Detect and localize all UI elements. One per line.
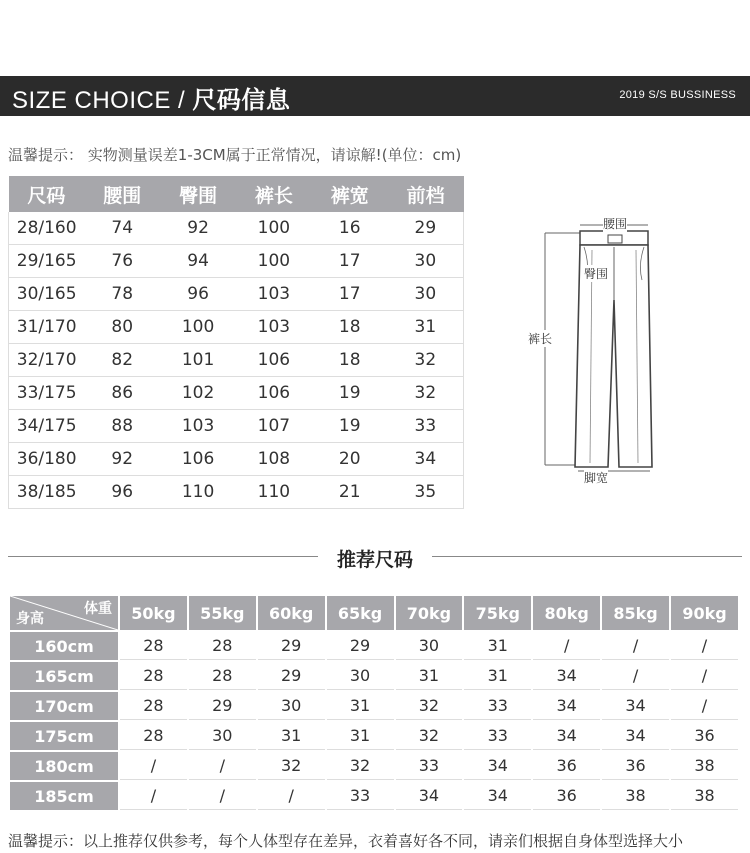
recommend-cell: / [120, 782, 187, 810]
size-cell: 86 [84, 377, 160, 410]
recommend-cell: 32 [258, 752, 325, 780]
size-row [9, 476, 464, 509]
size-cell: 96 [84, 476, 160, 509]
recommend-cell: / [258, 782, 325, 810]
size-cell: 34 [388, 443, 464, 476]
recommend-row [10, 692, 738, 720]
size-cell: 80 [84, 311, 160, 344]
size-cell: 110 [160, 476, 236, 509]
section-title: 推荐尺码 [336, 549, 413, 571]
size-cell: 19 [312, 410, 388, 443]
recommend-cell: 36 [533, 782, 600, 810]
size-row [9, 278, 464, 311]
size-row [9, 212, 464, 245]
recommend-cell: / [189, 782, 256, 810]
recommend-cell: 30 [189, 722, 256, 750]
weight-col-header: 50kg [120, 596, 187, 630]
recommend-cell: 30 [396, 632, 463, 660]
size-cell: 17 [312, 278, 388, 311]
recommend-cell: 31 [464, 662, 531, 690]
size-cell: 30 [388, 245, 464, 278]
size-cell: 30/165 [9, 278, 85, 311]
divider-left [8, 556, 318, 557]
recommend-cell: 33 [464, 692, 531, 720]
recommend-cell: / [120, 752, 187, 780]
recommend-header-row [10, 596, 738, 630]
recommend-row [10, 722, 738, 750]
size-col-header: 裤长 [236, 176, 312, 212]
size-cell: 33/175 [9, 377, 85, 410]
height-row-header: 185cm [10, 782, 118, 810]
recommend-cell: 36 [671, 722, 738, 750]
size-cell: 100 [236, 212, 312, 245]
recommend-cell: 30 [327, 662, 394, 690]
recommend-cell: 34 [533, 662, 600, 690]
size-table [8, 176, 464, 509]
title-separator: / [170, 87, 193, 114]
divider-right [432, 556, 742, 557]
weight-col-header: 80kg [533, 596, 600, 630]
size-cell: 74 [84, 212, 160, 245]
season-label: 2019 S/S BUSSINESS [619, 89, 736, 101]
size-cell: 16 [312, 212, 388, 245]
recommend-cell: 29 [327, 632, 394, 660]
recommend-cell: 33 [327, 782, 394, 810]
pants-illustration [520, 205, 700, 495]
size-cell: 29 [388, 212, 464, 245]
size-cell: 103 [160, 410, 236, 443]
recommend-cell: 31 [396, 662, 463, 690]
size-cell: 29/165 [9, 245, 85, 278]
size-cell: 96 [160, 278, 236, 311]
size-cell: 18 [312, 344, 388, 377]
recommend-cell: / [189, 752, 256, 780]
size-cell: 94 [160, 245, 236, 278]
weight-col-header: 55kg [189, 596, 256, 630]
recommend-cell: 38 [671, 782, 738, 810]
recommend-row [10, 782, 738, 810]
recommend-row [10, 632, 738, 660]
size-cell: 110 [236, 476, 312, 509]
size-row [9, 344, 464, 377]
weight-col-header: 60kg [258, 596, 325, 630]
size-cell: 100 [236, 245, 312, 278]
size-col-header: 腰围 [84, 176, 160, 212]
recommend-cell: 29 [258, 662, 325, 690]
recommend-cell: 36 [602, 752, 669, 780]
recommend-cell: / [671, 632, 738, 660]
recommend-cell: 34 [533, 692, 600, 720]
recommend-cell: 34 [396, 782, 463, 810]
size-cell: 18 [312, 311, 388, 344]
size-col-header: 尺码 [9, 176, 85, 212]
size-cell: 19 [312, 377, 388, 410]
recommend-cell: 29 [189, 692, 256, 720]
size-cell: 92 [160, 212, 236, 245]
size-row [9, 377, 464, 410]
recommend-cell: 31 [258, 722, 325, 750]
weight-col-header: 70kg [396, 596, 463, 630]
waist-label: 腰围 [603, 217, 628, 231]
hip-label: 臀围 [584, 267, 609, 281]
recommend-cell: 33 [396, 752, 463, 780]
height-row-header: 160cm [10, 632, 118, 660]
recommend-cell: 34 [602, 722, 669, 750]
recommend-cell: 32 [396, 722, 463, 750]
recommend-cell: / [602, 632, 669, 660]
weight-col-header: 75kg [464, 596, 531, 630]
hem-label: 脚宽 [584, 471, 609, 485]
size-cell: 106 [236, 344, 312, 377]
size-cell: 28/160 [9, 212, 85, 245]
recommend-cell: 28 [189, 662, 256, 690]
recommend-row [10, 752, 738, 780]
size-cell: 102 [160, 377, 236, 410]
title-cn: 尺码信息 [192, 87, 291, 114]
size-cell: 103 [236, 278, 312, 311]
size-cell: 31 [388, 311, 464, 344]
height-row-header: 165cm [10, 662, 118, 690]
size-cell: 76 [84, 245, 160, 278]
recommend-cell: 28 [120, 722, 187, 750]
size-cell: 21 [312, 476, 388, 509]
size-row [9, 245, 464, 278]
recommend-cell: 36 [533, 752, 600, 780]
height-row-header: 180cm [10, 752, 118, 780]
recommend-cell: 34 [602, 692, 669, 720]
height-row-header: 170cm [10, 692, 118, 720]
recommend-tip: 温馨提示：以上推荐仅供参考，每个人体型存在差异，衣着喜好各不同，请亲们根据自身体型选择大小 [8, 832, 684, 850]
size-cell: 32 [388, 377, 464, 410]
header-bar [0, 76, 750, 116]
size-cell: 30 [388, 278, 464, 311]
title-en: SIZE CHOICE [12, 87, 171, 114]
weight-col-header: 85kg [602, 596, 669, 630]
size-cell: 31/170 [9, 311, 85, 344]
size-cell: 17 [312, 245, 388, 278]
recommend-cell: 28 [120, 692, 187, 720]
recommend-cell: 29 [258, 632, 325, 660]
size-cell: 78 [84, 278, 160, 311]
weight-col-header: 65kg [327, 596, 394, 630]
recommend-cell: 38 [602, 782, 669, 810]
height-row-header: 175cm [10, 722, 118, 750]
size-cell: 103 [236, 311, 312, 344]
recommend-cell: / [671, 692, 738, 720]
pants-diagram [520, 205, 700, 495]
size-row [9, 443, 464, 476]
recommend-cell: 32 [396, 692, 463, 720]
size-cell: 32 [388, 344, 464, 377]
recommend-cell: 28 [120, 662, 187, 690]
size-cell: 38/185 [9, 476, 85, 509]
recommend-cell: / [602, 662, 669, 690]
recommend-cell: / [671, 662, 738, 690]
weight-label: 体重 [84, 601, 112, 617]
size-cell: 82 [84, 344, 160, 377]
size-cell: 33 [388, 410, 464, 443]
recommend-cell: 31 [327, 692, 394, 720]
size-cell: 100 [160, 311, 236, 344]
size-cell: 101 [160, 344, 236, 377]
recommend-cell: 28 [189, 632, 256, 660]
recommend-cell: 34 [464, 782, 531, 810]
size-cell: 88 [84, 410, 160, 443]
size-cell: 108 [236, 443, 312, 476]
corner-cell [10, 596, 118, 630]
recommend-cell: 34 [533, 722, 600, 750]
recommend-cell: 30 [258, 692, 325, 720]
size-cell: 34/175 [9, 410, 85, 443]
size-table-header-row [9, 176, 464, 212]
size-cell: 36/180 [9, 443, 85, 476]
recommend-cell: 33 [464, 722, 531, 750]
size-row [9, 311, 464, 344]
recommend-cell: / [533, 632, 600, 660]
recommend-cell: 32 [327, 752, 394, 780]
size-col-header: 前档 [388, 176, 464, 212]
size-col-header: 裤宽 [312, 176, 388, 212]
recommend-table [8, 594, 740, 812]
size-row [9, 410, 464, 443]
page-title [12, 80, 290, 115]
size-cell: 92 [84, 443, 160, 476]
recommend-cell: 31 [327, 722, 394, 750]
size-cell: 20 [312, 443, 388, 476]
size-cell: 106 [236, 377, 312, 410]
recommend-cell: 34 [464, 752, 531, 780]
measurement-tip: 温馨提示： 实物测量误差1-3CM属于正常情况，请谅解!(单位：cm) [8, 146, 462, 164]
recommend-cell: 31 [464, 632, 531, 660]
size-col-header: 臀围 [160, 176, 236, 212]
recommend-row [10, 662, 738, 690]
length-label: 裤长 [528, 332, 553, 346]
height-label: 身高 [16, 611, 44, 627]
recommend-cell: 38 [671, 752, 738, 780]
weight-col-header: 90kg [671, 596, 738, 630]
size-cell: 107 [236, 410, 312, 443]
recommend-cell: 28 [120, 632, 187, 660]
size-cell: 106 [160, 443, 236, 476]
size-cell: 35 [388, 476, 464, 509]
size-cell: 32/170 [9, 344, 85, 377]
